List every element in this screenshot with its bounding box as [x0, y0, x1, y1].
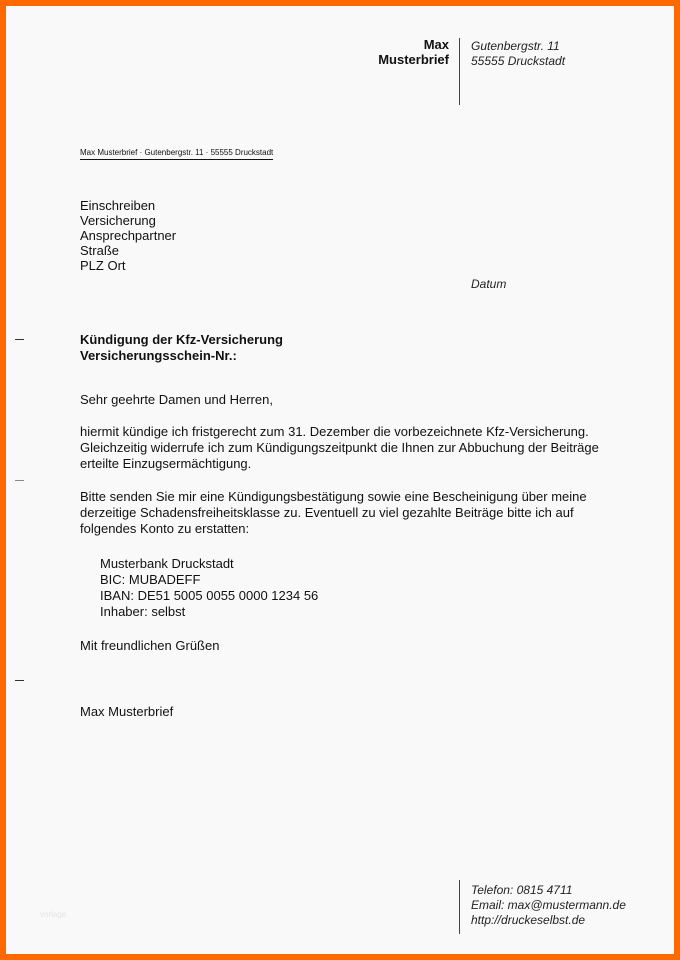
sender-street: Gutenbergstr. 11	[471, 39, 560, 53]
bank-details	[100, 556, 318, 620]
date-label: Datum	[471, 277, 507, 291]
paragraph-line: hiermit kündige ich fristgerecht zum 31. Dezember die vorbezeichnete Kfz-Versicherung.	[80, 424, 589, 439]
paragraph-2	[80, 489, 587, 537]
subject-line: Versicherungsschein-Nr.:	[80, 348, 237, 363]
paragraph-1	[80, 424, 599, 472]
subject	[80, 332, 283, 364]
footer-website: http://druckeselbst.de	[471, 913, 586, 927]
fold-mark-bottom	[15, 680, 24, 681]
sender-last-name: Musterbrief	[378, 52, 449, 67]
header-divider	[459, 38, 460, 105]
footer-phone: Telefon: 0815 4711	[471, 883, 573, 897]
punch-mark	[15, 480, 24, 481]
signature: Max Musterbrief	[80, 704, 174, 719]
letter-page	[6, 6, 674, 954]
paragraph-line: derzeitige Schadensfreiheitsklasse zu. Eventuell zu viel gezahlte Beiträge bitte ich auf	[80, 505, 574, 520]
sender-address	[471, 39, 565, 69]
recipient-line: Einschreiben	[80, 198, 156, 213]
recipient-line: Straße	[80, 243, 120, 258]
paragraph-line: erteilte Einzugsermächtigung.	[80, 456, 252, 471]
paragraph-line: folgendes Konto zu erstatten:	[80, 521, 250, 536]
sender-first-name: Max	[423, 37, 449, 52]
closing: Mit freundlichen Grüßen	[80, 638, 220, 653]
bank-name: Musterbank Druckstadt	[100, 556, 234, 571]
recipient-line: Versicherung	[80, 213, 156, 228]
watermark: vorlage	[40, 910, 67, 919]
salutation: Sehr geehrte Damen und Herren,	[80, 392, 273, 407]
footer-email: Email: max@mustermann.de	[471, 898, 626, 912]
paragraph-line: Gleichzeitig widerrufe ich zum Kündigungszeitpunkt die Ihnen zur Abbuchung der Beiträge	[80, 440, 599, 455]
bank-holder: Inhaber: selbst	[100, 604, 186, 619]
sender-name	[346, 37, 449, 67]
bank-bic: BIC: MUBADEFF	[100, 572, 201, 587]
recipient-block	[80, 198, 176, 273]
sender-city: 55555 Druckstadt	[471, 54, 566, 68]
paragraph-line: Bitte senden Sie mir eine Kündigungsbestätigung sowie eine Bescheinigung über meine	[80, 489, 587, 504]
recipient-line: PLZ Ort	[80, 258, 126, 273]
footer-contact	[471, 883, 626, 928]
footer-divider	[459, 880, 460, 934]
subject-line: Kündigung der Kfz-Versicherung	[80, 332, 283, 347]
return-address-line: Max Musterbrief · Gutenbergstr. 11 · 55555 Druckstadt	[80, 148, 273, 160]
recipient-line: Ansprechpartner	[80, 228, 177, 243]
fold-mark-top	[15, 339, 24, 340]
bank-iban: IBAN: DE51 5005 0055 0000 1234 56	[100, 588, 319, 603]
